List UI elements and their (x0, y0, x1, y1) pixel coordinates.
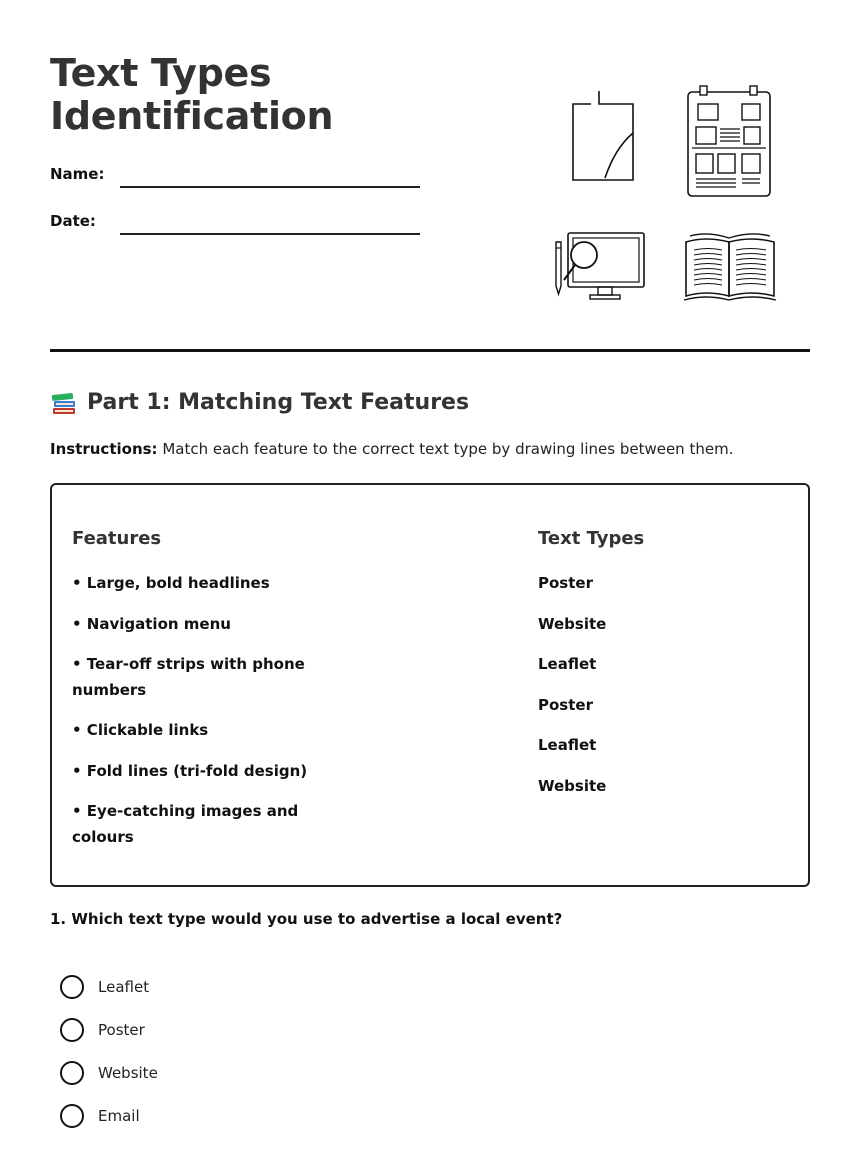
title-line-2: Identification (50, 94, 334, 138)
answer-option[interactable] (60, 1061, 158, 1085)
option-label: Email (98, 1107, 140, 1125)
instructions-text: Match each feature to the correct text type by drawing lines between them. (162, 440, 734, 458)
radio-button[interactable] (60, 1104, 84, 1128)
text-type-item[interactable]: Leaflet (538, 736, 597, 754)
poster-icon (565, 88, 641, 188)
title-line-1: Text Types (50, 51, 272, 95)
worksheet-title (50, 52, 333, 138)
website-icon (552, 230, 648, 308)
text-type-item[interactable]: Website (538, 615, 607, 633)
option-label: Poster (98, 1021, 145, 1039)
text-type-item[interactable]: Website (538, 777, 607, 795)
answer-option[interactable] (60, 1104, 140, 1128)
text-type-item[interactable]: Leaflet (538, 655, 597, 673)
part1-heading-text: Part 1: Matching Text Features (87, 389, 470, 415)
instructions (50, 440, 733, 458)
answer-option[interactable] (60, 1018, 145, 1042)
feature-item[interactable]: • Fold lines (tri-fold design) (72, 762, 308, 780)
feature-item[interactable]: • Navigation menu (72, 615, 231, 633)
feature-item[interactable]: • Tear-off strips with phone numbers (72, 655, 305, 699)
instructions-label: Instructions: (50, 440, 158, 458)
feature-item[interactable]: • Eye-catching images and colours (72, 802, 299, 846)
question-1: 1. Which text type would you use to advertise a local event? (50, 910, 563, 928)
books-emoji (50, 388, 78, 416)
feature-item[interactable]: • Large, bold headlines (72, 574, 270, 592)
features-heading: Features (72, 528, 162, 549)
text-types-heading: Text Types (538, 528, 645, 549)
radio-button[interactable] (60, 1018, 84, 1042)
answer-option[interactable] (60, 975, 149, 999)
book-icon (682, 230, 778, 308)
feature-item[interactable]: • Clickable links (72, 721, 209, 739)
radio-button[interactable] (60, 1061, 84, 1085)
newspaper-icon (684, 84, 774, 204)
part1-heading (50, 388, 469, 416)
option-label: Leaflet (98, 978, 150, 996)
date-field[interactable] (120, 233, 420, 235)
text-type-item[interactable]: Poster (538, 696, 593, 714)
option-label: Website (98, 1064, 158, 1082)
name-field[interactable] (120, 186, 420, 188)
text-type-item[interactable]: Poster (538, 574, 593, 592)
date-label: Date: (50, 212, 96, 230)
name-label: Name: (50, 165, 105, 183)
section-divider (50, 349, 810, 352)
radio-button[interactable] (60, 975, 84, 999)
